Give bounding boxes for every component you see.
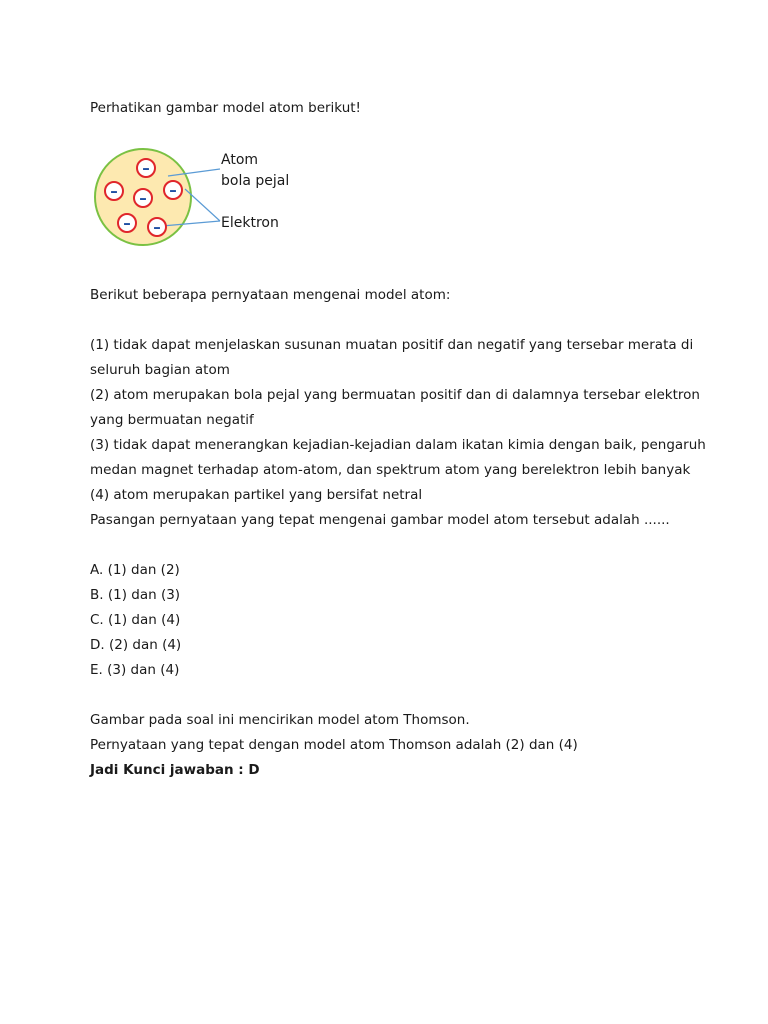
statement-line: yang bermuatan negatif [90, 412, 254, 428]
electron [164, 181, 182, 199]
label-solid-sphere: bola pejal [221, 173, 290, 189]
statement-lead: Berikut beberapa pernyataan mengenai model atom: [90, 287, 451, 303]
statement-line: seluruh bagian atom [90, 362, 230, 378]
option-e: E. (3) dan (4) [90, 662, 180, 678]
question-prompt: Pasangan pernyataan yang tepat mengenai gambar model atom tersebut adalah ...... [90, 512, 670, 528]
electron [118, 214, 136, 232]
label-electron: Elektron [221, 215, 279, 231]
explanation-line: Gambar pada soal ini mencirikan model atom Thomson. [90, 712, 470, 728]
option-b: B. (1) dan (3) [90, 587, 181, 603]
electron [137, 159, 155, 177]
statement-line: (4) atom merupakan partikel yang bersifat netral [90, 487, 423, 503]
option-d: D. (2) dan (4) [90, 637, 182, 653]
electron-sign: – [139, 189, 147, 207]
electron [134, 189, 152, 207]
option-c: C. (1) dan (4) [90, 612, 181, 628]
electron-sign: – [169, 181, 177, 199]
spacer [90, 533, 730, 558]
electron-sign: – [123, 214, 131, 232]
electron-sign: – [153, 218, 161, 236]
statement-line: (2) atom merupakan bola pejal yang bermuatan positif dan di dalamnya tersebar elektron [90, 387, 700, 403]
question-intro: Perhatikan gambar model atom berikut! [90, 100, 361, 116]
electron-sign: – [142, 159, 150, 177]
label-atom: Atom [221, 152, 259, 168]
question-body [90, 283, 730, 783]
answer-key: Jadi Kunci jawaban : D [90, 762, 260, 778]
statement-line: medan magnet terhadap atom-atom, dan spektrum atom yang berelektron lebih banyak [90, 462, 691, 478]
statement-line: (3) tidak dapat menerangkan kejadian-kejadian dalam ikatan kimia dengan baik, pengaruh [90, 437, 706, 453]
spacer [90, 308, 730, 333]
electron [105, 182, 123, 200]
statement-line: (1) tidak dapat menjelaskan susunan muatan positif dan negatif yang tersebar merata di [90, 337, 694, 353]
thomson-atom-diagram [90, 140, 350, 260]
electron [148, 218, 166, 236]
explanation-line: Pernyataan yang tepat dengan model atom Thomson adalah (2) dan (4) [90, 737, 578, 753]
option-a: A. (1) dan (2) [90, 562, 180, 578]
electron-sign: – [110, 182, 118, 200]
atom-diagram-svg [90, 140, 350, 260]
spacer [90, 683, 730, 708]
